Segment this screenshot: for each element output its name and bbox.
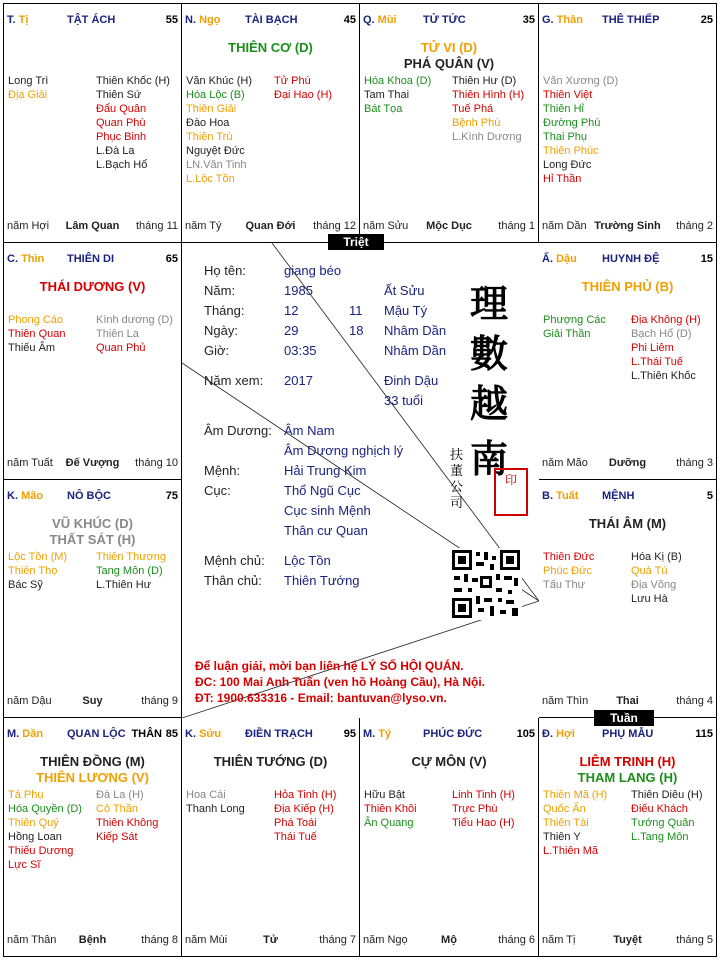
- minor-star-right: Hóa Kị (B): [631, 551, 682, 563]
- minor-star-left: Thiên Hỉ: [543, 103, 584, 115]
- palace-month: tháng 11: [135, 220, 178, 232]
- palace-footer: [185, 934, 356, 948]
- palace-year: năm Mão: [542, 457, 588, 469]
- ho-ten-value: giang béo: [284, 263, 342, 278]
- cuc-note-1: Cục sinh Mệnh: [284, 503, 371, 518]
- minor-star-left: Long Trì: [8, 75, 49, 87]
- minor-star-left: Bác Sỹ: [8, 579, 43, 591]
- minor-star-right: L.Kình Dương: [452, 131, 522, 143]
- main-star: THIÊN PHỦ (B): [581, 279, 674, 294]
- palace-header: [542, 253, 713, 267]
- palace-stage: Lâm Quan: [65, 220, 120, 232]
- palace-stage: Mộc Dục: [426, 220, 472, 232]
- contact-line-1: Để luận giải, mời bạn liên hệ LÝ SỐ HỘI QUÁN.: [195, 659, 464, 673]
- minor-star-left: Ân Quang: [364, 817, 414, 829]
- minor-star-left: Lộc Tồn (M): [8, 551, 68, 563]
- minor-star-left: L.Thiên Mã: [543, 845, 599, 857]
- minor-star-left: Thiên Mã (H): [543, 789, 608, 801]
- palace-year: năm Sửu: [363, 220, 409, 232]
- palace-header: [363, 728, 535, 742]
- palace-year: năm Tuất: [7, 457, 53, 469]
- palace-name: THIÊN DI: [67, 253, 115, 265]
- minor-star-left: Hóa Quyền (D): [8, 803, 82, 815]
- minor-star-left: Long Đức: [543, 159, 592, 171]
- nam-label: Năm:: [204, 283, 236, 298]
- minor-star-right: Điếu Khách: [631, 803, 688, 815]
- palace-footer: [542, 220, 713, 234]
- palace-age-number: 35: [522, 14, 535, 26]
- ho-ten-label: Họ tên:: [204, 263, 246, 278]
- palace-year: năm Mùi: [185, 934, 228, 946]
- palace-header: [185, 728, 356, 742]
- main-star: THÁI ÂM (M): [588, 516, 667, 531]
- minor-star-left: Thiên Tài: [543, 817, 589, 829]
- palace-than[interactable]: [538, 3, 717, 243]
- minor-star-left: LN.Văn Tinh: [186, 159, 247, 171]
- minor-star-right: Hỏa Tinh (H): [274, 789, 337, 801]
- thang-label: Tháng:: [204, 303, 245, 318]
- minor-star-right: Phá Toái: [274, 817, 317, 829]
- tuan-badge: Tuần: [594, 710, 654, 726]
- palace-year: năm Dậu: [7, 695, 52, 707]
- nam-xem-can-chi: Đinh Dậu: [384, 373, 439, 388]
- palace-name: ĐIỀN TRẠCH: [245, 728, 313, 740]
- palace-year: năm Hợi: [7, 220, 50, 232]
- minor-star-right: Thiên Sứ: [96, 89, 142, 101]
- palace-name: TỬ TỨC: [423, 14, 466, 26]
- qr-code-icon[interactable]: [450, 548, 522, 620]
- am-duong-value: Âm Nam: [284, 423, 335, 438]
- ngay-label: Ngày:: [204, 323, 238, 338]
- minor-star-left: Đường Phù: [543, 117, 601, 129]
- thang-can-chi: Mậu Tý: [384, 303, 428, 318]
- palace-name: HUYNH ĐỆ: [602, 253, 660, 265]
- palace-position: T. Tị: [7, 14, 29, 26]
- minor-star-left: Hóa Khoa (D): [364, 75, 432, 87]
- palace-mao[interactable]: [3, 479, 182, 718]
- cuc-label: Cục:: [204, 483, 231, 498]
- palace-position: K. Sửu: [185, 728, 222, 740]
- palace-position: M. Tý: [363, 728, 392, 740]
- minor-star-right: Thiên Hình (H): [452, 89, 525, 101]
- palace-position: K. Mão: [7, 490, 44, 502]
- than-tag: THÂN: [131, 728, 162, 740]
- menh-value: Hải Trung Kim: [284, 463, 367, 478]
- palace-year: năm Tị: [542, 934, 576, 946]
- minor-star-left: Phúc Đức: [543, 565, 592, 577]
- thang-am: 11: [349, 303, 363, 318]
- minor-star-right: Thiên Diêu (H): [631, 789, 703, 801]
- main-star: THAM LANG (H): [577, 770, 678, 785]
- palace-month: tháng 12: [313, 220, 356, 232]
- minor-star-right: L.Đà La: [96, 145, 135, 157]
- palace-name: MỆNH: [602, 490, 635, 502]
- main-star: VŨ KHÚC (D): [52, 516, 133, 531]
- palace-position: M. Dần: [7, 728, 44, 740]
- minor-star-right: Thiên Khốc (H): [96, 75, 170, 87]
- minor-star-right: Đà La (H): [96, 789, 144, 801]
- palace-month: tháng 2: [676, 220, 713, 232]
- main-star: THIÊN CƠ (D): [228, 40, 313, 55]
- palace-dau[interactable]: [538, 242, 717, 480]
- palace-month: tháng 5: [676, 934, 713, 946]
- palace-year: năm Thìn: [542, 695, 589, 707]
- minor-star-right: L.Bạch Hổ: [96, 159, 148, 171]
- palace-age-number: 75: [165, 490, 178, 502]
- am-duong-label: Âm Dương:: [204, 423, 272, 438]
- palace-month: tháng 8: [141, 934, 178, 946]
- palace-header: [363, 14, 535, 28]
- red-seal-stamp: 印: [494, 468, 528, 516]
- minor-star-left: Hồng Loan: [8, 831, 62, 843]
- palace-mui[interactable]: [359, 3, 539, 243]
- palace-footer: [7, 457, 178, 471]
- minor-star-left: Hoa Cái: [186, 789, 226, 801]
- palace-thin[interactable]: [3, 242, 182, 480]
- minor-star-right: Thiên Không: [96, 817, 159, 829]
- minor-star-left: Giải Thần: [543, 328, 591, 340]
- main-star: THÁI DƯƠNG (V): [39, 279, 146, 294]
- palace-ngo[interactable]: [181, 3, 360, 243]
- minor-star-right: Quan Phù: [96, 117, 146, 129]
- nam-can-chi: Ất Sửu: [384, 283, 425, 298]
- gio-label: Giờ:: [204, 343, 230, 358]
- minor-star-left: Thiên Giải: [186, 103, 237, 115]
- minor-star-left: Phong Cáo: [8, 314, 64, 326]
- gio-value: 03:35: [284, 343, 317, 358]
- minor-star-right: Lưu Hà: [631, 593, 668, 605]
- minor-star-right: Kiếp Sát: [96, 831, 138, 843]
- minor-star-right: Quả Tú: [631, 565, 668, 577]
- palace-age-number: 15: [700, 253, 713, 265]
- palace-footer: [363, 934, 535, 948]
- minor-star-right: Quan Phủ: [96, 342, 146, 354]
- calligraphy-char-3: 越: [470, 381, 509, 426]
- minor-star-right: L.Thiên Khốc: [631, 370, 696, 382]
- palace-age-number: 105: [516, 728, 535, 740]
- menh-chu-value: Lộc Tồn: [284, 553, 331, 568]
- minor-star-left: Hỉ Thần: [543, 173, 582, 185]
- minor-star-left: Bát Tọa: [364, 103, 403, 115]
- minor-star-left: Tả Phụ: [8, 789, 44, 801]
- minor-star-left: Lực Sĩ: [8, 859, 41, 871]
- minor-star-right: L.Thiên Hư: [96, 579, 152, 591]
- minor-star-right: Đại Hao (H): [274, 89, 333, 101]
- palace-header: [7, 253, 178, 267]
- than-chu-label: Thân chủ:: [204, 573, 262, 588]
- palace-age-number: 95: [343, 728, 356, 740]
- palace-position: N. Ngọ: [185, 14, 221, 26]
- minor-star-left: Văn Khúc (H): [186, 75, 253, 87]
- palace-month: tháng 6: [498, 934, 535, 946]
- minor-star-left: Đào Hoa: [186, 117, 230, 129]
- palace-position: G. Thân: [542, 14, 583, 26]
- palace-position: Đ. Hợi: [542, 728, 575, 740]
- palace-stage: Quan Đới: [245, 220, 296, 232]
- palace-age-number: 25: [700, 14, 713, 26]
- palace-age-number: 5: [706, 490, 713, 502]
- minor-star-left: L.Lộc Tồn: [186, 173, 235, 185]
- minor-star-left: Thiên Quý: [8, 817, 59, 829]
- palace-year: năm Thân: [7, 934, 57, 946]
- minor-star-left: Văn Xương (D): [543, 75, 619, 87]
- minor-star-left: Hữu Bật: [364, 789, 405, 801]
- palace-stage: Mộ: [441, 934, 457, 946]
- minor-star-right: Tướng Quân: [631, 817, 695, 829]
- than-chu-value: Thiên Tướng: [284, 573, 360, 588]
- palace-stage: Thai: [616, 695, 639, 707]
- palace-position: B. Tuất: [542, 490, 579, 502]
- palace-ty[interactable]: [359, 717, 539, 957]
- palace-month: tháng 3: [676, 457, 713, 469]
- palace-position: Ấ. Dậu: [542, 253, 577, 265]
- palace-stage: Bệnh: [78, 934, 107, 946]
- palace-footer: [542, 934, 713, 948]
- minor-star-right: Tử Phù: [274, 75, 311, 87]
- cuc-value: Thổ Ngũ Cục: [284, 483, 361, 498]
- palace-suu[interactable]: [181, 717, 360, 957]
- palace-header: [7, 490, 178, 504]
- minor-star-right: Tang Môn (D): [96, 565, 163, 577]
- menh-chu-label: Mệnh chủ:: [204, 553, 265, 568]
- palace-header: [542, 490, 713, 504]
- palace-name: PHỤ MẪU: [602, 728, 654, 740]
- palace-footer: [7, 220, 178, 234]
- palace-age-number: 85: [165, 728, 178, 740]
- main-star: PHÁ QUÂN (V): [403, 56, 495, 71]
- minor-star-left: Quốc Ấn: [543, 803, 586, 815]
- palace-stage: Đế Vượng: [65, 457, 120, 469]
- am-duong-note: Âm Dương nghịch lý: [284, 443, 404, 458]
- minor-star-left: Thai Phụ: [543, 131, 588, 143]
- minor-star-left: Thiếu Âm: [8, 342, 56, 354]
- minor-star-left: Thiên Khôi: [364, 803, 417, 815]
- minor-star-right: Địa Không (H): [631, 314, 701, 326]
- minor-star-left: Thiên Đức: [543, 551, 595, 563]
- ngay-value: 29: [284, 323, 299, 338]
- minor-star-right: Thiên La: [96, 328, 139, 340]
- palace-stage: Tử: [263, 934, 278, 946]
- palace-position: C. Thìn: [7, 253, 45, 265]
- palace-footer: [363, 220, 535, 234]
- main-star: THẤT SÁT (H): [49, 532, 136, 547]
- minor-star-right: Phi Liêm: [631, 342, 674, 354]
- menh-label: Mệnh:: [204, 463, 241, 478]
- palace-footer: [542, 695, 713, 709]
- minor-star-left: Thiên Y: [543, 831, 581, 843]
- minor-star-right: Thiên Thương: [96, 551, 167, 563]
- palace-header: [542, 728, 713, 742]
- palace-year: năm Dần: [542, 220, 587, 232]
- palace-hoi[interactable]: [538, 717, 717, 957]
- main-star: TỬ VI (D): [420, 40, 478, 55]
- palace-age-number: 45: [343, 14, 356, 26]
- palace-month: tháng 7: [319, 934, 356, 946]
- palace-name: TÀI BẠCH: [245, 14, 298, 26]
- palace-header: [542, 14, 713, 28]
- minor-star-left: Phượng Các: [543, 314, 606, 326]
- palace-name: THÊ THIẾP: [602, 14, 660, 26]
- main-star: THIÊN ĐỒNG (M): [40, 754, 145, 769]
- palace-name: NÔ BỘC: [67, 490, 111, 502]
- minor-star-left: Thiên Thọ: [8, 565, 58, 577]
- palace-year: năm Ngọ: [363, 934, 408, 946]
- palace-month: tháng 1: [498, 220, 535, 232]
- palace-name: QUAN LỘC: [67, 728, 126, 740]
- contact-address: ĐC: 100 Mai Anh Tuấn (ven hồ Hoàng Cầu), Hà Nội.: [195, 675, 486, 689]
- minor-star-right: L.Tang Môn: [631, 831, 689, 843]
- calligraphy-char-4: 南: [470, 436, 509, 481]
- palace-stage: Trường Sinh: [594, 220, 661, 232]
- palace-tuat[interactable]: [538, 479, 717, 718]
- palace-footer: [7, 695, 178, 709]
- nam-value: 1985: [284, 283, 313, 298]
- palace-name: PHÚC ĐỨC: [423, 728, 483, 740]
- minor-star-left: Thiếu Dương: [8, 845, 74, 857]
- palace-footer: [185, 220, 356, 234]
- nam-xem-label: Năm xem:: [204, 373, 264, 388]
- palace-footer: [542, 457, 713, 471]
- contact-phone-email[interactable]: ĐT: 1900.633316 - Email: bantuvan@lyso.vn.: [195, 691, 447, 705]
- palace-month: tháng 9: [141, 695, 178, 707]
- minor-star-left: Thiên Việt: [543, 89, 593, 101]
- minor-star-right: Địa Kiếp (H): [274, 803, 334, 815]
- palace-stage: Dưỡng: [608, 457, 647, 469]
- minor-star-right: Bạch Hổ (D): [631, 328, 692, 340]
- cuc-note-2: Thân cư Quan: [284, 523, 368, 538]
- minor-star-left: Tam Thai: [364, 89, 410, 101]
- minor-star-right: Thiên Hư (D): [452, 75, 517, 87]
- palace-month: tháng 4: [676, 695, 713, 707]
- palace-ti[interactable]: [3, 3, 182, 243]
- minor-star-right: L.Thái Tuế: [631, 356, 683, 368]
- palace-header: [7, 728, 178, 742]
- palace-age-number: 65: [165, 253, 178, 265]
- main-star: CỰ MÔN (V): [411, 754, 487, 769]
- palace-header: [185, 14, 356, 28]
- calligraphy-small: 扶董公司: [450, 448, 464, 511]
- palace-position: Q. Mùi: [363, 14, 397, 26]
- thang-value: 12: [284, 303, 299, 318]
- palace-header: [7, 14, 178, 28]
- minor-star-left: Hóa Lộc (B): [186, 89, 245, 101]
- palace-age-number: 55: [165, 14, 178, 26]
- minor-star-right: Tuế Phá: [452, 103, 494, 115]
- minor-star-right: Cô Thần: [96, 803, 138, 815]
- center-info-panel: [182, 243, 539, 718]
- main-star: THIÊN LƯƠNG (V): [36, 770, 149, 785]
- palace-stage: Tuyệt: [613, 934, 642, 946]
- minor-star-right: Tiểu Hao (H): [452, 817, 515, 829]
- main-star: LIÊM TRINH (H): [579, 754, 676, 769]
- palace-stage: Suy: [82, 695, 103, 707]
- minor-star-right: Linh Tinh (H): [452, 789, 515, 801]
- minor-star-right: Kình dương (D): [96, 314, 173, 326]
- triet-badge: Triệt: [328, 234, 384, 250]
- minor-star-right: Bệnh Phù: [452, 117, 501, 129]
- minor-star-left: Thiên Trù: [186, 131, 233, 143]
- palace-age-number: 115: [695, 728, 713, 740]
- minor-star-right: Địa Võng: [631, 579, 677, 591]
- minor-star-right: Thái Tuế: [274, 831, 317, 843]
- minor-star-left: Tấu Thư: [543, 579, 586, 591]
- minor-star-left: Thiên Phúc: [543, 145, 599, 157]
- minor-star-right: Đẩu Quân: [96, 103, 147, 115]
- gio-can-chi: Nhâm Dần: [384, 343, 447, 358]
- minor-star-right: Trực Phù: [452, 803, 498, 815]
- nam-xem-value: 2017: [284, 373, 313, 388]
- palace-footer: [7, 934, 178, 948]
- ngay-can-chi: Nhâm Dần: [384, 323, 447, 338]
- palace-name: TẬT ÁCH: [67, 14, 116, 26]
- minor-star-left: Thanh Long: [186, 803, 245, 815]
- minor-star-left: Nguyệt Đức: [186, 145, 245, 157]
- palace-dan[interactable]: [3, 717, 182, 957]
- calligraphy-char-1: 理: [470, 281, 509, 326]
- main-star: THIÊN TƯỚNG (D): [213, 754, 328, 769]
- minor-star-right: Phục Binh: [96, 131, 147, 143]
- palace-month: tháng 10: [135, 457, 178, 469]
- tuoi-value: 33 tuổi: [384, 393, 424, 408]
- minor-star-left: Địa Giải: [8, 89, 48, 101]
- ngay-am: 18: [349, 323, 364, 338]
- palace-year: năm Tý: [185, 220, 222, 232]
- minor-star-left: Thiên Quan: [8, 328, 66, 340]
- calligraphy-char-2: 數: [470, 331, 509, 376]
